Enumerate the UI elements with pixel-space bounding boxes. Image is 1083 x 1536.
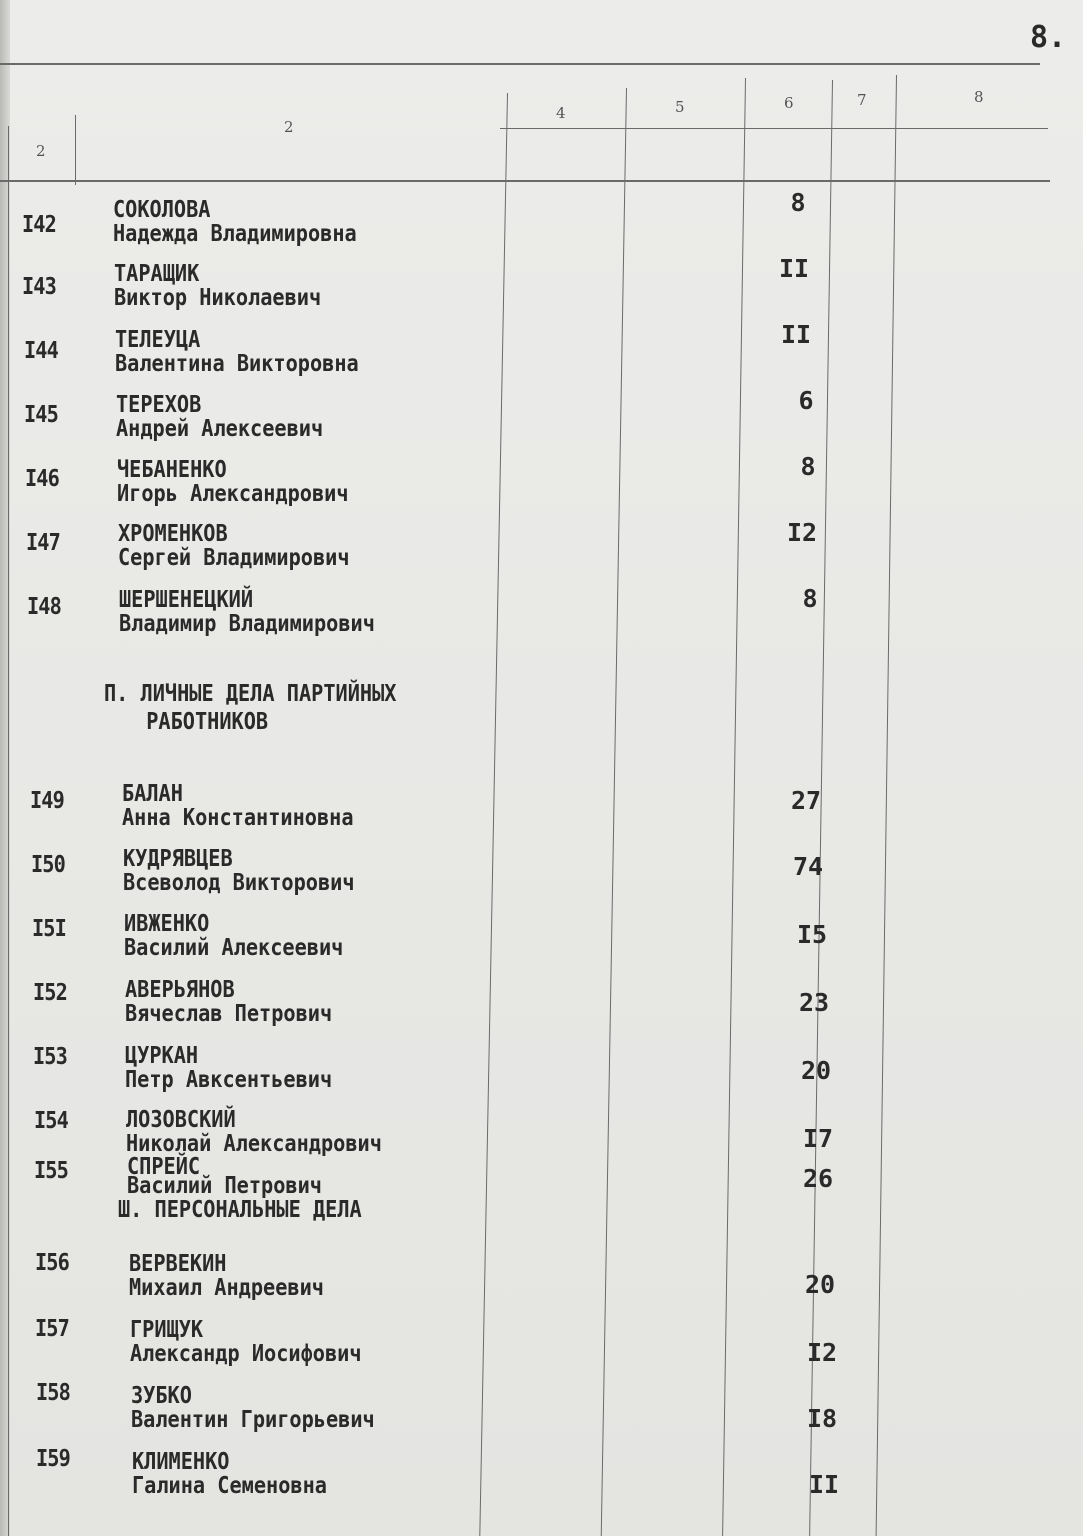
sheet-count: I2 xyxy=(806,1338,838,1367)
person-name xyxy=(129,1252,324,1300)
row-number: I54 xyxy=(34,1108,68,1134)
sheet-count: I2 xyxy=(786,518,818,547)
row-number: I47 xyxy=(26,530,60,556)
row-number: I49 xyxy=(30,788,64,814)
person-name xyxy=(114,262,321,310)
given-names: Сергей Владимирович xyxy=(118,545,350,571)
given-names: Вячеслав Петрович xyxy=(125,1001,333,1027)
given-names: Игорь Александрович xyxy=(117,481,349,507)
sheet-count: 23 xyxy=(798,988,830,1017)
surname: ЛОЗОВСКИЙ xyxy=(126,1107,236,1133)
row-number: I58 xyxy=(36,1380,70,1406)
row-number: I44 xyxy=(24,338,58,364)
column-divider-4 xyxy=(601,88,627,1536)
surname: ВЕРВЕКИН xyxy=(129,1251,227,1277)
sheet-count: 20 xyxy=(800,1056,832,1085)
section-heading-line: П. ЛИЧНЫЕ ДЕЛА ПАРТИЙНЫХ xyxy=(104,681,397,707)
row-number: I55 xyxy=(34,1158,68,1184)
person-name xyxy=(125,978,332,1026)
row-number: I52 xyxy=(33,980,67,1006)
column-header-4: 4 xyxy=(556,104,566,122)
row-number: I57 xyxy=(35,1316,69,1342)
surname: СПРЕЙС xyxy=(127,1154,201,1180)
column-divider-2 xyxy=(75,115,76,185)
sheet-count: I8 xyxy=(806,1404,838,1433)
person-name xyxy=(122,782,354,830)
section-heading-line: РАБОТНИКОВ xyxy=(146,709,269,735)
row-number: I53 xyxy=(33,1044,67,1070)
surname: БАЛАН xyxy=(122,781,183,807)
given-names: Всеволод Викторович xyxy=(123,870,355,896)
row-number: I45 xyxy=(24,402,58,428)
sheet-count: 27 xyxy=(790,786,822,815)
person-name xyxy=(132,1450,327,1498)
given-names: Андрей Алексеевич xyxy=(116,416,324,442)
given-names: Николай Александрович xyxy=(126,1131,382,1157)
given-names: Валентин Григорьевич xyxy=(131,1407,375,1433)
surname: КУДРЯВЦЕВ xyxy=(123,846,233,872)
sheet-count: 20 xyxy=(804,1270,836,1299)
row-number: I43 xyxy=(22,274,56,300)
given-names: Владимир Владимирович xyxy=(119,611,375,637)
surname: ЧЕБАНЕНКО xyxy=(117,457,227,483)
sheet-count: 26 xyxy=(802,1164,834,1193)
given-names: Виктор Николаевич xyxy=(114,285,322,311)
header-bottom-rule xyxy=(0,180,1050,182)
column-divider-5 xyxy=(722,78,746,1536)
column-header-7: 7 xyxy=(857,91,867,109)
given-names: Галина Семеновна xyxy=(132,1473,327,1499)
person-name xyxy=(123,847,355,895)
person-name xyxy=(118,522,350,570)
sheet-count: II xyxy=(808,1470,840,1499)
person-name xyxy=(130,1318,362,1366)
surname: ТЕРЕХОВ xyxy=(116,392,202,418)
sheet-count: II xyxy=(780,320,812,349)
sheet-count: 74 xyxy=(792,852,824,881)
section-heading-line: Ш. ПЕРСОНАЛЬНЫЕ ДЕЛА xyxy=(118,1197,362,1223)
surname: ГРИЩУК xyxy=(130,1317,204,1343)
surname: АВЕРЬЯНОВ xyxy=(125,977,235,1003)
header-top-rule xyxy=(0,63,1040,65)
sheet-count: 8 xyxy=(800,452,816,481)
surname: ЗУБКО xyxy=(131,1383,192,1409)
sheet-count: 8 xyxy=(790,188,806,217)
person-name xyxy=(113,198,357,246)
person-name xyxy=(124,912,343,960)
row-number: I50 xyxy=(31,852,65,878)
person-name xyxy=(127,1154,322,1199)
page-number: 8. xyxy=(1030,20,1067,55)
person-name xyxy=(119,588,375,636)
surname: ЦУРКАН xyxy=(125,1043,199,1069)
person-name xyxy=(131,1384,375,1432)
person-name xyxy=(115,328,359,376)
column-header-2: 2 xyxy=(284,118,294,136)
row-number: I5I xyxy=(32,916,66,942)
given-names: Александр Иосифович xyxy=(130,1341,362,1367)
surname: СОКОЛОВА xyxy=(113,197,211,223)
column-header-1: 2 xyxy=(36,142,46,160)
given-names: Василий Алексеевич xyxy=(124,935,344,961)
given-names: Валентина Викторовна xyxy=(115,351,359,377)
header-mid-rule xyxy=(500,128,1048,129)
surname: ТАРАЩИК xyxy=(114,261,200,287)
surname: ИВЖЕНКО xyxy=(124,911,210,937)
row-number: I56 xyxy=(35,1250,69,1276)
person-name xyxy=(126,1108,382,1156)
given-names: Михаил Андреевич xyxy=(129,1275,324,1301)
section-heading-personal-files xyxy=(118,1196,362,1224)
column-divider-3 xyxy=(479,93,508,1536)
surname: КЛИМЕНКО xyxy=(132,1449,230,1475)
column-divider-1 xyxy=(8,126,9,1536)
person-name xyxy=(116,393,323,441)
column-divider-7 xyxy=(876,75,897,1536)
row-number: I46 xyxy=(25,466,59,492)
given-names: Петр Авксентьевич xyxy=(125,1067,333,1093)
given-names: Анна Константиновна xyxy=(122,805,354,831)
row-number: I48 xyxy=(27,594,61,620)
given-names: Василий Петрович xyxy=(127,1173,322,1199)
row-number: I42 xyxy=(22,212,56,238)
column-header-5: 5 xyxy=(675,98,685,116)
section-heading-party-files xyxy=(104,680,396,736)
sheet-count: 6 xyxy=(798,386,814,415)
row-number: I59 xyxy=(36,1446,70,1472)
surname: ШЕРШЕНЕЦКИЙ xyxy=(119,587,254,613)
person-name xyxy=(117,458,349,506)
surname: ХРОМЕНКОВ xyxy=(118,521,228,547)
column-header-8: 8 xyxy=(974,88,984,106)
sheet-count: II xyxy=(778,254,810,283)
sheet-count: I5 xyxy=(796,920,828,949)
surname: ТЕЛЕУЦА xyxy=(115,327,201,353)
given-names: Надежда Владимировна xyxy=(113,221,357,247)
column-header-6: 6 xyxy=(784,94,794,112)
person-name xyxy=(125,1044,332,1092)
sheet-count: 8 xyxy=(802,584,818,613)
sheet-count: I7 xyxy=(802,1124,834,1153)
